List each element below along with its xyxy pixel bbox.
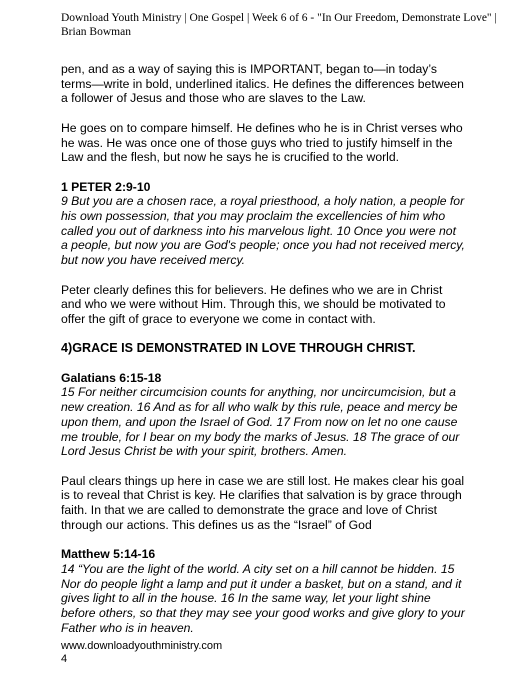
page-footer bbox=[61, 640, 361, 666]
header-line-1: Download Youth Ministry | One Gospel | Week 6 of 6 - "In Our Freedom, Demonstrate Love" | bbox=[61, 12, 497, 24]
paragraph-4: Paul clears things up here in case we are still lost. He makes clear his goal is to reveal that Christ is key. He clarifies that salvation is by grace through faith. In that we are called to demonstrate the grace and love of Christ through our actions. This defines us as the “Israel” of God bbox=[61, 473, 465, 532]
scripture-text-galatians: 15 For neither circumcision counts for anything, nor uncircumcision, but a new creation. 16 And as for all who walk by this rule, peace and mercy be upon them, and upon the Israel of God. 17 From now on let no one cause me trouble, for I bear on my body the marks of Jesus. 18 The grace of our Lord Jesus Christ be with your spirit, brothers. Amen. bbox=[61, 385, 460, 459]
scripture-heading-1-peter: 1 PETER 2:9-10 bbox=[61, 179, 151, 194]
document-body bbox=[61, 62, 465, 650]
header-line-2: Brian Bowman bbox=[61, 26, 131, 38]
page-number: 4 bbox=[61, 653, 68, 665]
paragraph-1: pen, and as a way of saying this is IMPORTANT, began to—in today’s terms—write in bold, underlined italics. He defines the differences between a follower of Jesus and those who are slaves to the Law. bbox=[61, 62, 464, 106]
scripture-text-matthew: 14 “You are the light of the world. A city set on a hill cannot be hidden. 15 Nor do people light a lamp and put it under a basket, but on a stand, and it gives light to all in the house. 16 In the same way, let your light shine before others, so that they may see your good works and give glory to your Father who is in heaven. bbox=[61, 561, 465, 635]
paragraph-2: He goes on to compare himself. He defines who he is in Christ verses who he was. He was once one of those guys who tried to justify himself in the Law and the flesh, but now he says he is crucified to the world. bbox=[61, 120, 463, 165]
scripture-heading-matthew: Matthew 5:14-16 bbox=[61, 547, 156, 562]
section-heading-4: 4)GRACE IS DEMONSTRATED IN LOVE THROUGH CHRIST. bbox=[61, 341, 416, 356]
paragraph-3: Peter clearly defines this for believers. He defines who we are in Christ and who we were without Him. Through this, we should be motivated to offer the gift of grace to everyone we come in contact with. bbox=[61, 282, 446, 326]
footer-url: www.downloadyouthministry.com bbox=[61, 640, 223, 652]
page-header bbox=[61, 11, 501, 39]
scripture-heading-galatians: Galatians 6:15-18 bbox=[61, 370, 162, 385]
scripture-text-1-peter: 9 But you are a chosen race, a royal priesthood, a holy nation, a people for his own possession, that you may proclaim the excellencies of him who called you out of darkness into his marvelous light. 10 Once you were not a people, but now you are God's people; once you had not received mercy, but now you have received mercy. bbox=[61, 194, 465, 268]
